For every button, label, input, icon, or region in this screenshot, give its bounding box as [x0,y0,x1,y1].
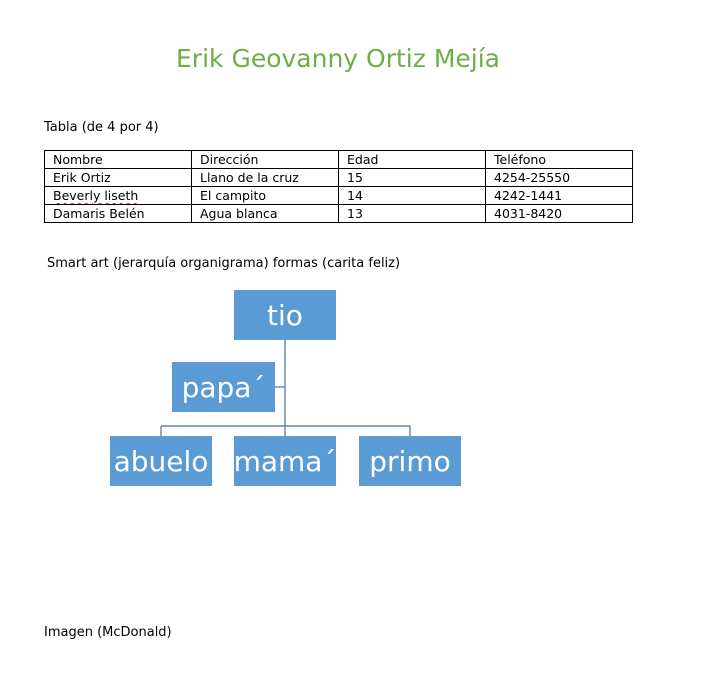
header-edad: Edad [339,151,486,169]
image-caption: Imagen (McDonald) [44,625,172,640]
header-telefono: Teléfono [486,151,633,169]
contacts-table [44,150,633,223]
table-row [45,187,633,205]
header-nombre: Nombre [45,151,192,169]
table-caption: Tabla (de 4 por 4) [44,120,159,135]
table-cell: Damaris Belén [45,205,192,223]
table-cell: El campito [192,187,339,205]
table-cell: 15 [339,169,486,187]
table-cell: Agua blanca [192,205,339,223]
org-node-root[interactable]: tio [234,290,336,340]
document-title: Erik Geovanny Ortiz Mejía [176,44,500,73]
table-cell: 13 [339,205,486,223]
org-node-child[interactable]: mama´ [234,436,336,486]
table-cell: Erik Ortiz [45,169,192,187]
table-cell: 4031-8420 [486,205,633,223]
org-node-assistant[interactable]: papa´ [172,362,275,412]
table-header-row [45,151,633,169]
table-cell: 4242-1441 [486,187,633,205]
table-cell: 14 [339,187,486,205]
org-node-child[interactable]: primo [359,436,461,486]
org-node-child[interactable]: abuelo [110,436,212,486]
smartart-caption: Smart art (jerarquía organigrama) formas (carita feliz) [47,256,401,271]
table-cell: 4254-25550 [486,169,633,187]
table-cell [45,187,192,205]
table-cell: Llano de la cruz [192,169,339,187]
header-direccion: Dirección [192,151,339,169]
table-row [45,205,633,223]
table-row [45,169,633,187]
misspelled-word: Beverly liseth [53,188,139,203]
